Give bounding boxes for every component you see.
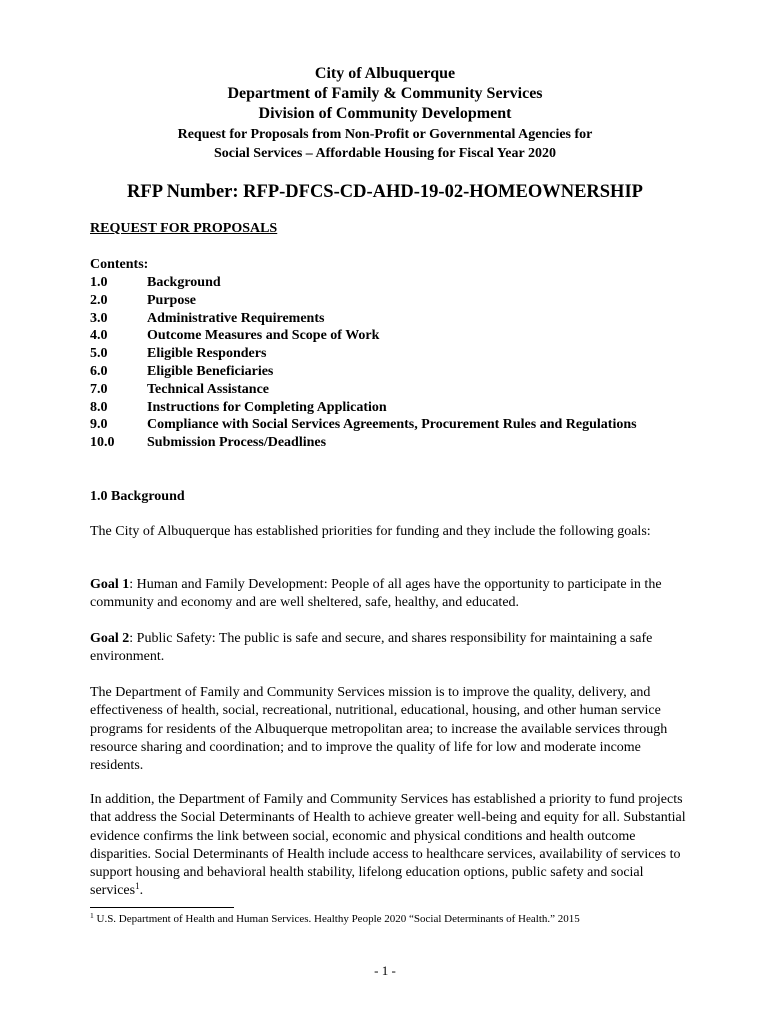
rfp-number: RFP Number: RFP-DFCS-CD-AHD-19-02-HOMEOWNERSHIP — [127, 182, 643, 202]
page-number: - 1 - — [374, 963, 396, 978]
header-division: Division of Community Development — [258, 105, 512, 122]
toc-item — [90, 399, 637, 417]
toc-item — [90, 363, 637, 381]
toc-item-number: 3.0 — [90, 310, 108, 326]
toc-item-number: 9.0 — [90, 417, 108, 433]
section-title: 1.0 Background — [90, 489, 185, 504]
footnote-mark: 1 — [90, 911, 94, 920]
footnote-reference: 1 — [135, 881, 140, 892]
intro-paragraph: The City of Albuquerque has established priorities for funding and they include the following goals: — [90, 524, 651, 539]
toc-item — [90, 434, 637, 452]
toc-item-label: Submission Process/Deadlines — [147, 435, 327, 451]
toc-item-label: Outcome Measures and Scope of Work — [147, 328, 380, 344]
toc-item-label: Administrative Requirements — [147, 310, 325, 326]
toc-item-label: Eligible Responders — [147, 346, 267, 362]
toc-item — [90, 345, 637, 363]
toc-item-label: Purpose — [147, 292, 196, 308]
toc-item-number: 1.0 — [90, 275, 108, 290]
header-city: City of Albuquerque — [314, 65, 456, 82]
header-request-line2: Social Services – Affordable Housing for Fiscal Year 2020 — [214, 146, 556, 161]
goal2-label: Goal 2 — [90, 631, 130, 646]
header-department: Department of Family & Community Services — [227, 85, 543, 102]
goal2-paragraph — [90, 630, 688, 667]
footnote — [90, 912, 580, 926]
toc-item — [90, 292, 637, 310]
toc-item-number: 5.0 — [90, 346, 108, 362]
toc-item-number: 8.0 — [90, 399, 108, 415]
toc-item — [90, 274, 637, 292]
header-request-line1: Request for Proposals from Non-Profit or Governmental Agencies for — [177, 127, 593, 142]
sdoh-text: In addition, the Department of Family and Community Services has established a priority to fund projects that address the Social Determinants of Health to achieve greater well-being and equity for all. Substantial evidence confirms the link between social, economic and physical conditions and health outcome disparities. Social Determinants of Health include access to healthcare services, availability of services to support housing and behavioral health stability, lifelong education options, public safety and social services — [90, 792, 686, 899]
goal1-label: Goal 1 — [90, 577, 130, 592]
toc-item — [90, 416, 637, 434]
footnote-divider — [90, 907, 234, 908]
rfp-heading: REQUEST FOR PROPOSALS — [90, 221, 278, 236]
document-header — [0, 64, 770, 163]
goal2-text: : Public Safety: The public is safe and secure, and shares responsibility for maintaining a safe environment. — [90, 631, 653, 665]
toc-item — [90, 310, 637, 328]
toc-item-number: 2.0 — [90, 292, 108, 308]
toc-item-number: 10.0 — [90, 435, 115, 451]
toc-item-number: 7.0 — [90, 381, 108, 397]
contents-title: Contents: — [90, 257, 149, 272]
toc-item-label: Compliance with Social Services Agreements, Procurement Rules and Regulations — [147, 417, 637, 433]
toc-list — [90, 274, 637, 452]
toc-item-label: Eligible Beneficiaries — [147, 363, 274, 379]
toc-item-number: 4.0 — [90, 328, 108, 344]
sdoh-end: . — [139, 883, 144, 899]
toc-item — [90, 381, 637, 399]
goal1-text: : Human and Family Development: People of all ages have the opportunity to participate in the community and economy and are well sheltered, safe, healthy, and educated. — [90, 577, 662, 611]
mission-paragraph: The Department of Family and Community Services mission is to improve the quality, delivery, and effectiveness of health, social, recreational, nutritional, educational, housing, and other human service programs for residents of the Albuquerque metropolitan area; to increase the available services through resource sharing and coordination; and to improve the quality of life for low and moderate income residents. — [90, 685, 668, 774]
sdoh-paragraph — [90, 791, 688, 901]
toc-item-label: Technical Assistance — [147, 381, 269, 397]
toc-item-number: 6.0 — [90, 363, 108, 379]
toc-item-label: Instructions for Completing Application — [147, 399, 387, 415]
toc-item — [90, 327, 637, 345]
table-of-contents — [90, 256, 637, 452]
toc-item-label: Background — [147, 275, 221, 290]
goal1-paragraph — [90, 576, 688, 613]
footnote-text: U.S. Department of Health and Human Services. Healthy People 2020 “Social Determinants of Health.” 2015 — [93, 913, 580, 925]
